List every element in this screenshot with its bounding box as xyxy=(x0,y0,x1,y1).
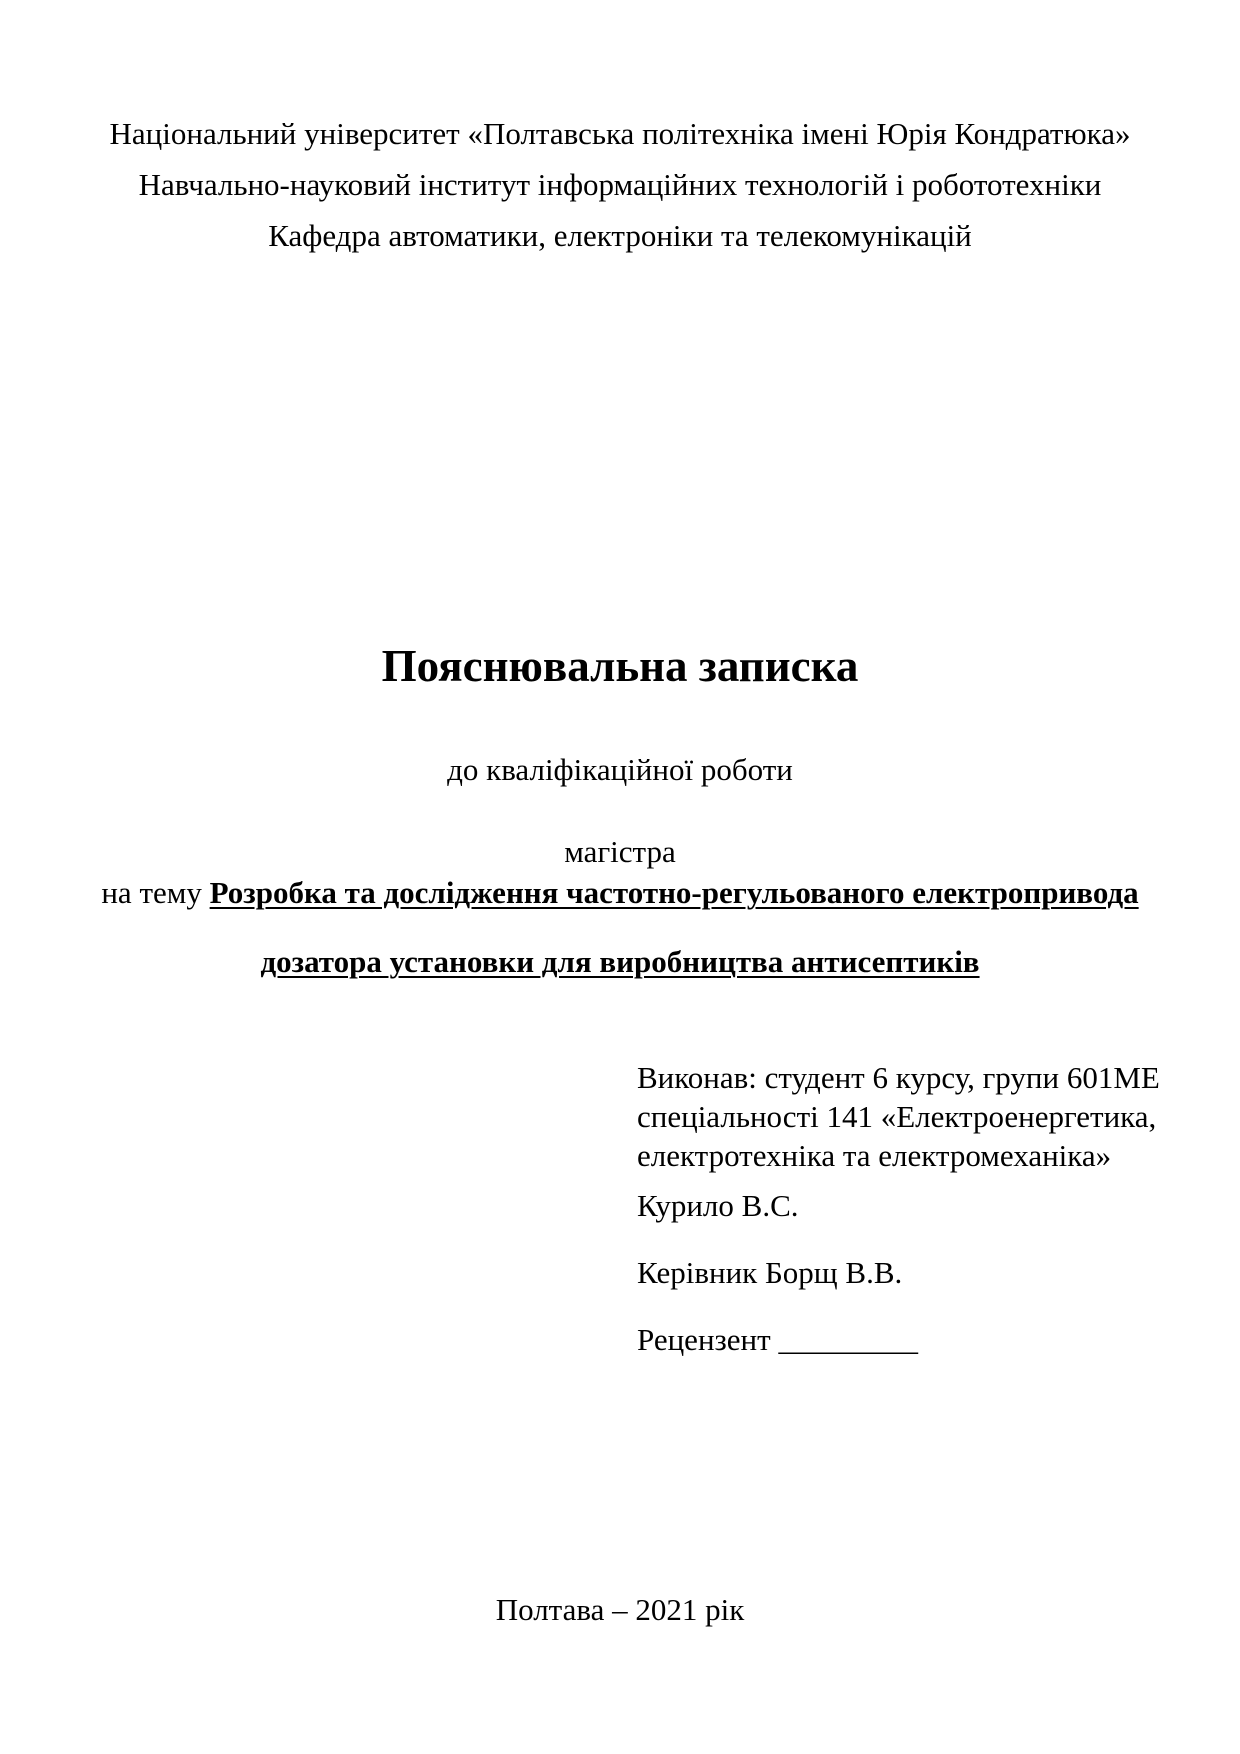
reviewer-label: Рецензент xyxy=(637,1322,771,1357)
university-name: Національний університет «Полтавська політехніка імені Юрія Кондратюка» xyxy=(109,116,1131,151)
reviewer xyxy=(637,1324,918,1355)
document-subtitle: до кваліфікаційної роботи xyxy=(447,752,793,787)
department-name: Кафедра автоматики, електроніки та телекомунікацій xyxy=(268,218,972,253)
place-and-year: Полтава – 2021 рік xyxy=(495,1592,745,1627)
reviewer-blank: _________ xyxy=(778,1322,918,1357)
document-title: Пояснювальна записка xyxy=(381,641,859,691)
topic-prefix: на тему xyxy=(101,875,210,910)
topic-title-part-2: дозатора установки для виробництва антисептиків xyxy=(260,944,980,979)
topic-line-1 xyxy=(0,877,1240,908)
author-course-group: Виконав: студент 6 курсу, групи 601МЕ xyxy=(637,1060,1160,1095)
author-name: Курило В.С. xyxy=(637,1188,799,1223)
author-specialty-line-1: спеціальності 141 «Електроенергетика, xyxy=(637,1099,1157,1134)
author-specialty-line-2: електротехніка та електромеханіка» xyxy=(637,1138,1112,1173)
degree-label: магістра xyxy=(564,834,676,869)
topic-title-part-1: Розробка та дослідження частотно-регульованого електропривода xyxy=(209,875,1139,910)
topic-line-2 xyxy=(0,946,1240,977)
supervisor: Керівник Борщ В.В. xyxy=(637,1255,903,1290)
institute-name: Навчально-науковий інститут інформаційних технологій і робототехніки xyxy=(138,167,1102,202)
